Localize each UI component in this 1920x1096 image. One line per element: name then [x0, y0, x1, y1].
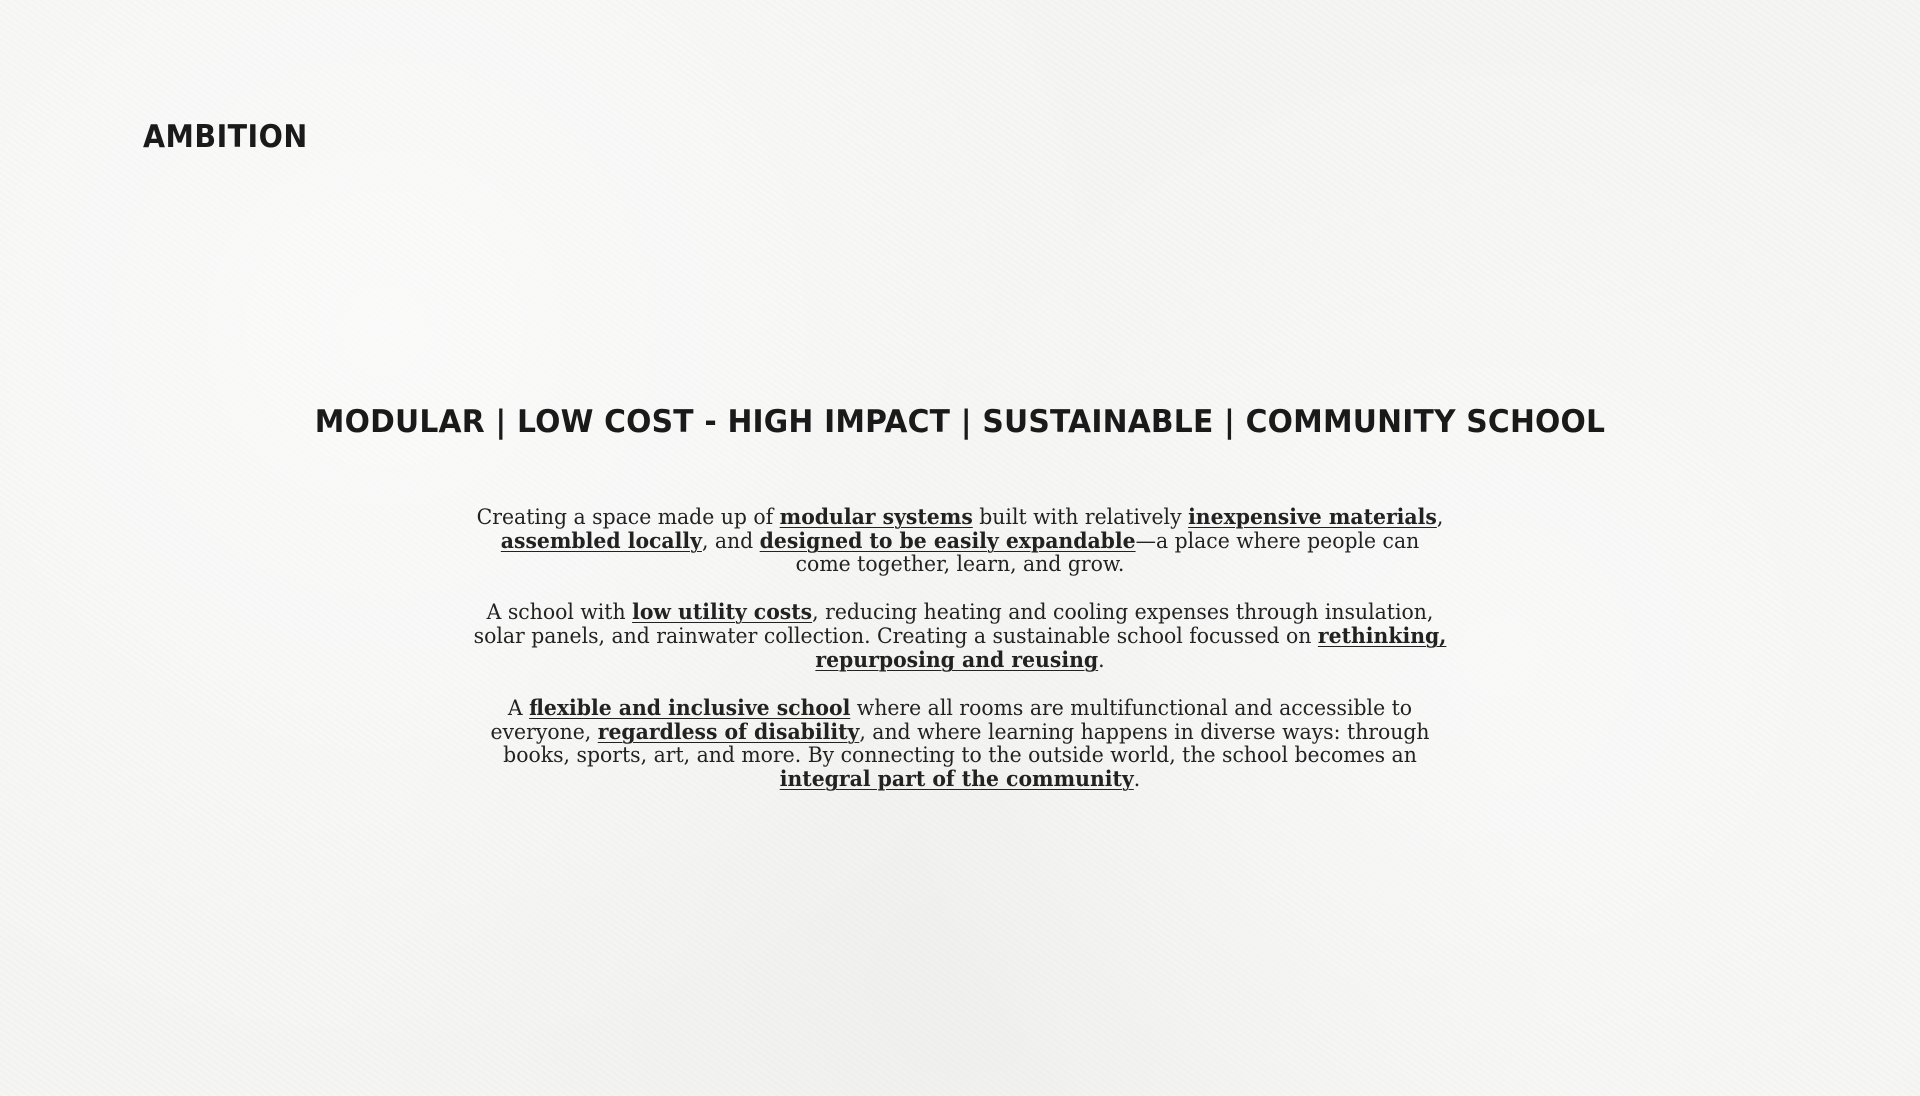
paragraph-text: ,	[1436, 505, 1444, 529]
highlighted-phrase: rethinking, repurposing and reusing	[815, 623, 1447, 672]
highlighted-phrase: flexible and inclusive school	[529, 695, 851, 720]
paragraph-text: A school with	[486, 600, 633, 624]
paragraph-text: where all rooms are multifunctional and accessible to everyone,	[490, 696, 1413, 744]
paragraph-inclusive-community	[471, 696, 1449, 791]
paragraph-text: , and where learning happens in diverse ways: through books, sports, art, and more. By connecting to the outside world, the school becomes an	[503, 720, 1430, 767]
paragraph-text: Creating a space made up of	[476, 505, 780, 529]
paragraph-sustainability	[471, 600, 1449, 672]
ambition-body	[471, 505, 1449, 791]
highlighted-phrase: modular systems	[779, 504, 973, 529]
paragraph-text: built with relatively	[972, 505, 1189, 529]
paragraph-text: , reducing heating and cooling expenses through insulation, solar panels, and rainwater collection. Creating a sustainable school focussed on	[473, 600, 1434, 648]
paragraph-text: .	[1098, 648, 1105, 672]
paragraph-text: , and	[701, 529, 760, 553]
section-title: AMBITION	[143, 119, 308, 155]
paragraph-modular-space	[471, 505, 1449, 576]
paragraph-text: .	[1133, 767, 1141, 791]
highlighted-phrase: low utility costs	[632, 599, 813, 624]
highlighted-phrase: integral part of the community	[779, 766, 1134, 791]
highlighted-phrase: inexpensive materials	[1188, 504, 1437, 529]
highlighted-phrase: regardless of disability	[597, 719, 860, 744]
highlighted-phrase: designed to be easily expandable	[759, 528, 1136, 553]
paragraph-text: —a place where people can come together, learn, and grow.	[795, 529, 1420, 576]
page-title: MODULAR | LOW COST - HIGH IMPACT | SUSTAINABLE | COMMUNITY SCHOOL	[314, 404, 1606, 440]
highlighted-phrase: assembled locally	[500, 528, 702, 553]
paragraph-text: A	[507, 696, 530, 720]
